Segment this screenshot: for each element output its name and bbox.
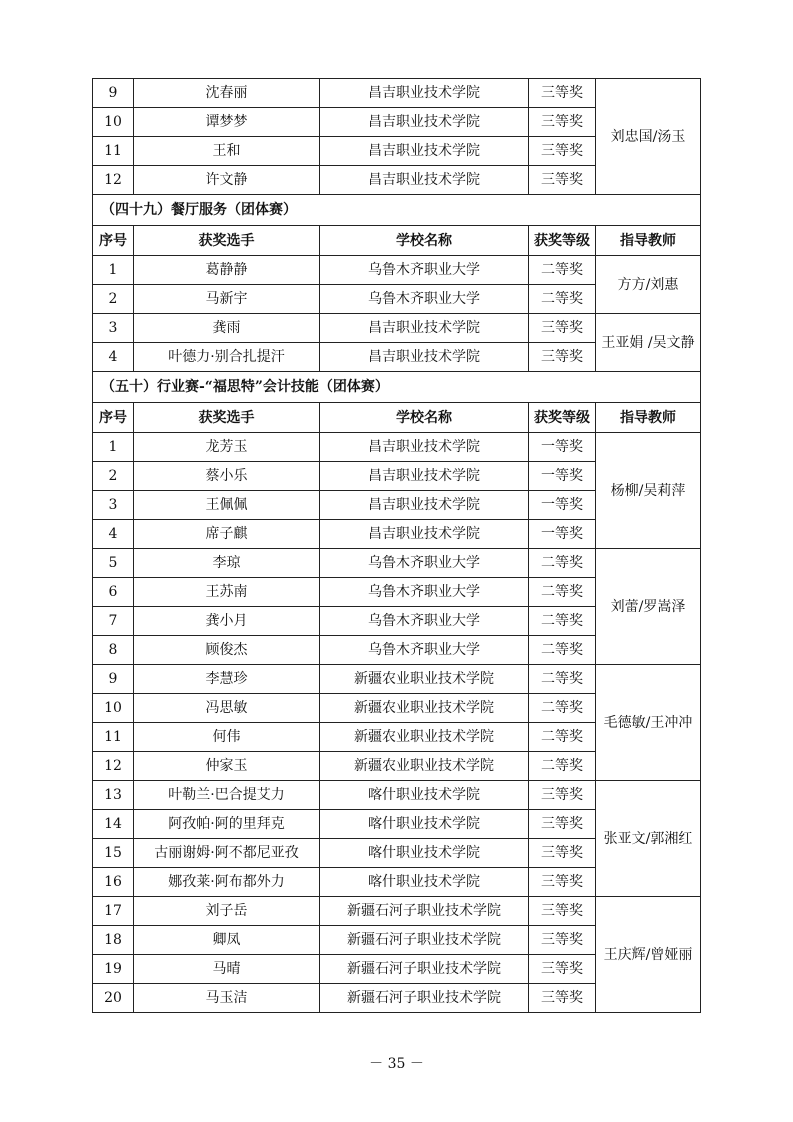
school-name-cell: 乌鲁木齐职业大学 [320, 285, 529, 314]
column-header: 指导教师 [596, 403, 701, 433]
award-level-cell: 三等奖 [529, 926, 596, 955]
awards-table-body [93, 79, 701, 1013]
winner-name-cell: 马玉洁 [134, 984, 320, 1013]
row-number-cell: 13 [93, 781, 134, 810]
row-number-cell: 4 [93, 343, 134, 372]
winner-name-cell: 沈春丽 [134, 79, 320, 108]
award-level-cell: 二等奖 [529, 607, 596, 636]
school-name-cell: 新疆农业职业技术学院 [320, 665, 529, 694]
column-header: 学校名称 [320, 226, 529, 256]
award-level-cell: 三等奖 [529, 810, 596, 839]
school-name-cell: 喀什职业技术学院 [320, 810, 529, 839]
award-level-cell: 三等奖 [529, 79, 596, 108]
award-level-cell: 二等奖 [529, 549, 596, 578]
school-name-cell: 乌鲁木齐职业大学 [320, 256, 529, 285]
row-number-cell: 3 [93, 314, 134, 343]
row-number-cell: 12 [93, 752, 134, 781]
school-name-cell: 昌吉职业技术学院 [320, 491, 529, 520]
row-number-cell: 6 [93, 578, 134, 607]
row-number-cell: 2 [93, 285, 134, 314]
winner-name-cell: 王佩佩 [134, 491, 320, 520]
winner-name-cell: 阿孜帕·阿的里拜克 [134, 810, 320, 839]
table-row [93, 665, 701, 694]
table-row [93, 314, 701, 343]
award-level-cell: 二等奖 [529, 285, 596, 314]
award-level-cell: 三等奖 [529, 166, 596, 195]
school-name-cell: 昌吉职业技术学院 [320, 520, 529, 549]
row-number-cell: 11 [93, 723, 134, 752]
section-title-row [93, 195, 701, 226]
winner-name-cell: 卿凤 [134, 926, 320, 955]
winner-name-cell: 冯思敏 [134, 694, 320, 723]
school-name-cell: 昌吉职业技术学院 [320, 79, 529, 108]
winner-name-cell: 叶德力·别合扎提汗 [134, 343, 320, 372]
row-number-cell: 18 [93, 926, 134, 955]
award-level-cell: 二等奖 [529, 752, 596, 781]
row-number-cell: 9 [93, 665, 134, 694]
award-level-cell: 二等奖 [529, 694, 596, 723]
school-name-cell: 喀什职业技术学院 [320, 868, 529, 897]
award-level-cell: 三等奖 [529, 343, 596, 372]
awards-table [92, 78, 701, 1013]
award-level-cell: 二等奖 [529, 636, 596, 665]
column-header: 获奖选手 [134, 403, 320, 433]
row-number-cell: 17 [93, 897, 134, 926]
column-header: 获奖选手 [134, 226, 320, 256]
school-name-cell: 昌吉职业技术学院 [320, 166, 529, 195]
table-row [93, 79, 701, 108]
award-level-cell: 二等奖 [529, 256, 596, 285]
column-header: 学校名称 [320, 403, 529, 433]
winner-name-cell: 王苏南 [134, 578, 320, 607]
school-name-cell: 乌鲁木齐职业大学 [320, 549, 529, 578]
award-level-cell: 二等奖 [529, 665, 596, 694]
award-level-cell: 二等奖 [529, 578, 596, 607]
table-row [93, 433, 701, 462]
award-level-cell: 三等奖 [529, 955, 596, 984]
winner-name-cell: 叶勒兰·巴合提艾力 [134, 781, 320, 810]
table-row [93, 897, 701, 926]
school-name-cell: 新疆石河子职业技术学院 [320, 955, 529, 984]
section-title: （五十）行业赛-“福思特”会计技能（团体赛） [93, 372, 701, 403]
winner-name-cell: 马新宇 [134, 285, 320, 314]
school-name-cell: 乌鲁木齐职业大学 [320, 636, 529, 665]
winner-name-cell: 龚雨 [134, 314, 320, 343]
advisor-teacher-cell: 刘蕾/罗嵩泽 [596, 549, 701, 665]
school-name-cell: 新疆石河子职业技术学院 [320, 984, 529, 1013]
header-row [93, 226, 701, 256]
row-number-cell: 15 [93, 839, 134, 868]
row-number-cell: 19 [93, 955, 134, 984]
table-row [93, 781, 701, 810]
row-number-cell: 12 [93, 166, 134, 195]
row-number-cell: 9 [93, 79, 134, 108]
advisor-teacher-cell: 杨柳/吴莉萍 [596, 433, 701, 549]
winner-name-cell: 娜孜莱·阿布都外力 [134, 868, 320, 897]
winner-name-cell: 刘子岳 [134, 897, 320, 926]
table-row [93, 549, 701, 578]
award-level-cell: 二等奖 [529, 723, 596, 752]
row-number-cell: 7 [93, 607, 134, 636]
award-level-cell: 三等奖 [529, 839, 596, 868]
advisor-teacher-cell: 方方/刘惠 [596, 256, 701, 314]
award-level-cell: 一等奖 [529, 491, 596, 520]
row-number-cell: 20 [93, 984, 134, 1013]
section-title-row [93, 372, 701, 403]
row-number-cell: 11 [93, 137, 134, 166]
row-number-cell: 2 [93, 462, 134, 491]
advisor-teacher-cell: 王庆辉/曾娅丽 [596, 897, 701, 1013]
winner-name-cell: 马晴 [134, 955, 320, 984]
advisor-teacher-cell: 张亚文/郭湘红 [596, 781, 701, 897]
school-name-cell: 喀什职业技术学院 [320, 839, 529, 868]
school-name-cell: 新疆石河子职业技术学院 [320, 897, 529, 926]
school-name-cell: 新疆农业职业技术学院 [320, 752, 529, 781]
school-name-cell: 昌吉职业技术学院 [320, 137, 529, 166]
column-header: 获奖等级 [529, 403, 596, 433]
row-number-cell: 8 [93, 636, 134, 665]
school-name-cell: 乌鲁木齐职业大学 [320, 578, 529, 607]
winner-name-cell: 仲家玉 [134, 752, 320, 781]
school-name-cell: 新疆石河子职业技术学院 [320, 926, 529, 955]
winner-name-cell: 顾俊杰 [134, 636, 320, 665]
row-number-cell: 5 [93, 549, 134, 578]
award-level-cell: 三等奖 [529, 314, 596, 343]
school-name-cell: 新疆农业职业技术学院 [320, 694, 529, 723]
winner-name-cell: 蔡小乐 [134, 462, 320, 491]
header-row [93, 403, 701, 433]
row-number-cell: 1 [93, 433, 134, 462]
winner-name-cell: 龚小月 [134, 607, 320, 636]
award-level-cell: 一等奖 [529, 520, 596, 549]
winner-name-cell: 李慧珍 [134, 665, 320, 694]
advisor-teacher-cell: 毛德敏/王冲冲 [596, 665, 701, 781]
row-number-cell: 10 [93, 694, 134, 723]
winner-name-cell: 席子麒 [134, 520, 320, 549]
row-number-cell: 3 [93, 491, 134, 520]
row-number-cell: 10 [93, 108, 134, 137]
winner-name-cell: 龙芳玉 [134, 433, 320, 462]
award-level-cell: 三等奖 [529, 137, 596, 166]
award-level-cell: 一等奖 [529, 462, 596, 491]
table-row [93, 256, 701, 285]
award-level-cell: 三等奖 [529, 108, 596, 137]
winner-name-cell: 许文静 [134, 166, 320, 195]
winner-name-cell: 何伟 [134, 723, 320, 752]
column-header: 序号 [93, 226, 134, 256]
winner-name-cell: 古丽谢姆·阿不都尼亚孜 [134, 839, 320, 868]
section-title: （四十九）餐厅服务（团体赛） [93, 195, 701, 226]
award-level-cell: 一等奖 [529, 433, 596, 462]
school-name-cell: 乌鲁木齐职业大学 [320, 607, 529, 636]
winner-name-cell: 葛静静 [134, 256, 320, 285]
school-name-cell: 昌吉职业技术学院 [320, 433, 529, 462]
school-name-cell: 喀什职业技术学院 [320, 781, 529, 810]
winner-name-cell: 李琼 [134, 549, 320, 578]
row-number-cell: 1 [93, 256, 134, 285]
column-header: 指导教师 [596, 226, 701, 256]
row-number-cell: 16 [93, 868, 134, 897]
school-name-cell: 昌吉职业技术学院 [320, 462, 529, 491]
column-header: 序号 [93, 403, 134, 433]
school-name-cell: 新疆农业职业技术学院 [320, 723, 529, 752]
page-number: － 35 － [369, 1056, 424, 1072]
award-level-cell: 三等奖 [529, 984, 596, 1013]
advisor-teacher-cell: 王亚娟 /吴文静 [596, 314, 701, 372]
row-number-cell: 14 [93, 810, 134, 839]
winner-name-cell: 谭梦梦 [134, 108, 320, 137]
award-level-cell: 三等奖 [529, 897, 596, 926]
school-name-cell: 昌吉职业技术学院 [320, 108, 529, 137]
school-name-cell: 昌吉职业技术学院 [320, 343, 529, 372]
row-number-cell: 4 [93, 520, 134, 549]
column-header: 获奖等级 [529, 226, 596, 256]
winner-name-cell: 王和 [134, 137, 320, 166]
award-level-cell: 三等奖 [529, 868, 596, 897]
award-level-cell: 三等奖 [529, 781, 596, 810]
school-name-cell: 昌吉职业技术学院 [320, 314, 529, 343]
advisor-teacher-cell: 刘忠国/汤玉 [596, 79, 701, 195]
